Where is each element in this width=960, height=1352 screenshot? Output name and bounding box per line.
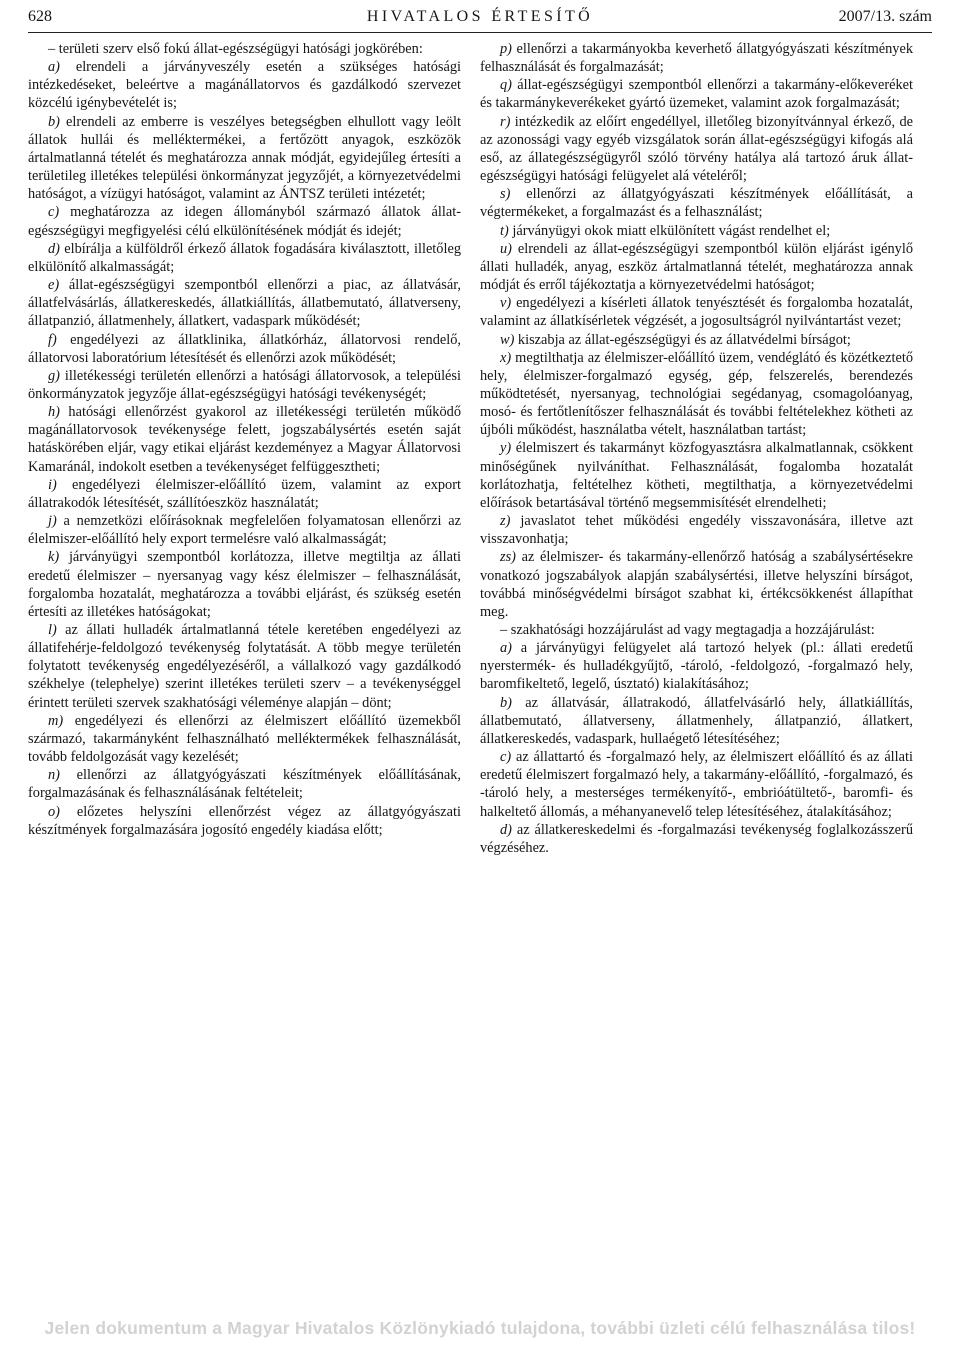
paragraph <box>480 40 913 76</box>
paragraph <box>28 621 461 712</box>
paragraph <box>28 476 461 512</box>
paragraph <box>28 276 461 330</box>
item-label: b) <box>48 113 60 130</box>
page-header <box>28 4 932 30</box>
page-number: 628 <box>28 8 52 25</box>
item-label: t) <box>500 222 509 239</box>
item-label: d) <box>48 240 60 257</box>
paragraph <box>480 76 913 112</box>
item-label: k) <box>48 549 60 566</box>
paragraph-text: elbírálja a külföldről érkező állatok fogadására kiválasztott, illetőleg elkülönítő alkalmasságát; <box>28 240 461 275</box>
item-label: s) <box>500 186 511 203</box>
paragraph-text: kiszabja az állat-egészségügyi és az állatvédelmi bírságot; <box>514 331 851 348</box>
paragraph <box>28 367 461 403</box>
item-label: a) <box>500 640 512 657</box>
paragraph-text: javaslatot tehet működési engedély visszavonására, illetve azt visszavonhatja; <box>480 513 913 548</box>
paragraph <box>28 803 461 839</box>
paragraph-text: az állati hulladék ártalmatlanná tétele keretében engedélyezi az állatifehérje-feldolgozó tevékenység folytatását. A több megye területén folytatott tevékenység engedélyezéséről, a vállalkozó vagy gazdálkodó székhelye (telephelye) szerint illetékes területi szerv – a tevékenységgel érintett területi szervek szakhatósági véleménye alapján – dönt; <box>28 622 461 711</box>
paragraph <box>28 113 461 204</box>
right-column <box>480 40 913 857</box>
paragraph <box>28 58 461 112</box>
paragraph <box>480 294 913 330</box>
item-label: c) <box>48 204 60 221</box>
item-label: g) <box>48 367 60 384</box>
issue-number: 2007/13. szám <box>838 8 932 25</box>
paragraph-text: ellenőrzi az állatgyógyászati készítmények előállításának, forgalmazásának és felhasználásának feltételeit; <box>28 767 461 802</box>
item-label: q) <box>500 77 512 94</box>
paragraph-text: az állatvásár, állatrakodó, állatfelvásárló hely, állatkiállítás, állatbemutató, állatverseny, állatmenhely, állatpanzió, állatkert, állatkereskedés, vadaspark, hullaégető létesítéséhez; <box>480 694 913 747</box>
item-label: n) <box>48 767 60 784</box>
paragraph-text: állat-egészségügyi szempontból ellenőrzi a takarmány-előkeveréket és takarmánykeverékeket gyártó üzemeket, valamint azok forgalmazását; <box>480 77 913 112</box>
item-label: o) <box>48 803 60 820</box>
paragraph <box>28 512 461 548</box>
paragraph <box>480 639 913 693</box>
paragraph-text: az állattartó és -forgalmazó hely, az élelmiszert előállító és az állati eredetű élelmiszert forgalmazó hely, a takarmány-előállító, -forgalmazó, és -tároló hely, a mesterséges termékenyítő-, embrióátültető-, baromfi- és halkeltető állomás, a méhanyanevelő telep létesítéséhez, átalakításához; <box>480 749 913 820</box>
item-label: v) <box>500 295 512 312</box>
item-label: f) <box>48 331 57 348</box>
paragraph <box>28 331 461 367</box>
paragraph-text: elrendeli a járványveszély esetén a szükséges hatósági intézkedéseket, beleértve a magánállatorvos és gazdálkodó szervezet közcélú igénybevételét is; <box>28 59 461 112</box>
item-label: e) <box>48 277 60 294</box>
paragraph <box>480 439 913 512</box>
paragraph-text: engedélyezi a kísérleti állatok tenyésztését és forgalomba hozatalát, valamint az állatkísérletek végzését, a jogosultságról nyilvántartást vezet; <box>480 295 913 330</box>
paragraph <box>480 185 913 221</box>
paragraph <box>28 403 461 476</box>
paragraph <box>28 40 461 58</box>
paragraph-text: élelmiszert és takarmányt közfogyasztásra alkalmatlannak, csökkent minőségűnek nyilváníthat. Felhasználását, fogalomba hozatalát korlátozhatja, feltételhez kötheti, megtilthatja, a környezetvédelmi előírások betartásával történő megsemmisítését elrendelheti; <box>480 440 913 511</box>
item-label: m) <box>48 712 64 729</box>
publication-title: HIVATALOS ÉRTESÍTŐ <box>366 8 594 25</box>
paragraph-text: – szakhatósági hozzájárulást ad vagy megtagadja a hozzájárulást: <box>500 622 875 638</box>
item-label: h) <box>48 404 60 421</box>
paragraph <box>28 203 461 239</box>
paragraph-text: elrendeli az állat-egészségügyi szempontból külön eljárást igénylő állati hulladék, anyag, eszköz ártalmatlanná tételét, meghatározza annak módját és erről tájékoztatja a környezetvédelmi hatóságot; <box>480 240 913 294</box>
item-label: j) <box>48 513 57 530</box>
paragraph-text: engedélyezi és ellenőrzi az élelmiszert előállító üzemekből származó, takarmányként felhasználható melléktermékek felhasználását, tovább feldolgozását vagy kezelését; <box>28 712 461 766</box>
item-label: d) <box>500 821 512 838</box>
paragraph <box>480 240 913 294</box>
paragraph <box>480 548 913 621</box>
item-label: x) <box>500 349 512 366</box>
paragraph-text: járványügyi okok miatt elkülönített vágást rendelhet el; <box>508 222 831 239</box>
paragraph <box>480 349 913 440</box>
paragraph-text: – területi szerv első fokú állat-egészségügyi hatósági jogkörében: <box>48 41 423 57</box>
paragraph-text: illetékességi területén ellenőrzi a hatósági állatorvosok, a települési önkormányzatok jegyzője állat-egészségügyi hatósági tevékenységét; <box>28 367 461 402</box>
paragraph <box>28 240 461 276</box>
paragraph-text: hatósági ellenőrzést gyakorol az illetékességi területén működő magánállatorvosok tevékenysége felett, jogszabálysértés esetén saját hatáskörében eljár, vagy etikai eljárást kezdeményez a Magyar Állatorvosi Kamaránál, indokolt esetben a tevékenységet felfüggesztheti; <box>28 404 461 475</box>
paragraph-text: meghatározza az idegen állományból származó állatok állat-egészségügyi megfigyelési célú elkülönítésének módját és idejét; <box>28 204 461 239</box>
paragraph-text: a járványügyi felügyelet alá tartozó helyek (pl.: állati eredetű nyerstermék- és hulladékgyűjtő, -tároló, -feldolgozó, -forgalmazó hely, baromfikeltető, legelő, úsztató) kialakításához; <box>480 640 913 693</box>
copyright-watermark: Jelen dokumentum a Magyar Hivatalos Közlönykiadó tulajdona, további üzleti célú felhasználása tilos! <box>44 1318 916 1338</box>
left-column <box>28 40 461 839</box>
item-label: y) <box>500 440 512 457</box>
item-label: b) <box>500 694 512 711</box>
paragraph-text: az állatkereskedelmi és -forgalmazási tevékenység foglalkozásszerű végzéséhez. <box>480 821 913 856</box>
item-label: w) <box>500 331 515 348</box>
item-label: i) <box>48 476 57 493</box>
paragraph-text: az élelmiszer- és takarmány-ellenőrző hatóság a szabálysértésekre vonatkozó jogszabályok alapján szabálysértési, illetve helyszíni bírságot, továbbá minőségvédelmi bírságot szabhat ki, értékcsökkenést állapíthat meg. <box>480 549 913 620</box>
paragraph-text: engedélyezi élelmiszer-előállító üzem, valamint az export állatrakodók létesítését, szállítóeszköz használatát; <box>28 476 461 511</box>
paragraph <box>480 331 913 349</box>
item-label: r) <box>500 113 511 130</box>
paragraph-text: előzetes helyszíni ellenőrzést végez az állatgyógyászati készítmények forgalmazására jogosító engedély kiadása előtt; <box>28 803 461 838</box>
paragraph <box>480 512 913 548</box>
paragraph <box>480 113 913 186</box>
item-label: p) <box>500 41 512 57</box>
paragraph-text: állat-egészségügyi szempontból ellenőrzi a piac, az állatvásár, állatfelvásárlás, állatkereskedés, állatkiállítás, állatbemutató, állatverseny, állatpanzió, állatmenhely, állatkert, vadaspark működését; <box>28 277 461 330</box>
paragraph-text: intézkedik az előírt engedéllyel, illetőleg bizonyítvánnyal érkező, de az azonossági vagy egyéb vizsgálatok során állat-egészségügyi kifogás alá eső, az állategészségügyről szóló törvény hatálya alá tartozó áruk állat-egészségügyi hatósági felügyelet alá vételéről; <box>480 113 913 185</box>
paragraph <box>28 712 461 766</box>
item-label: c) <box>500 749 512 766</box>
paragraph-text: megtilthatja az élelmiszer-előállító üzem, vendéglátó és közétkeztető hely, élelmiszer-forgalmazó egység, gép, felszerelés, berendezés működtetését, nyersanyag, technológiai segédanyag, csomagolóanyag, mosó- és fertőtlenítőszer felhasználását és további feltételekhez kötheti az újbóli működést, használatba vételt, használatban tartást; <box>480 349 913 439</box>
paragraph <box>480 821 913 857</box>
paragraph-text: járványügyi szempontból korlátozza, illetve megtiltja az állati eredetű élelmiszer – nyersanyag vagy kész élelmiszer – felhasználását, forgalomba hozatalát, meghatározza a további eljárást, és szükség esetén értesíti az illetékes hatóságokat; <box>28 549 461 620</box>
paragraph <box>28 548 461 621</box>
paragraph <box>480 694 913 748</box>
item-label: a) <box>48 59 60 76</box>
paragraph <box>480 222 913 240</box>
header-rule <box>28 32 932 33</box>
paragraph <box>480 748 913 821</box>
paragraph-text: ellenőrzi az állatgyógyászati készítmények előállítását, a végtermékeket, a forgalmazást és a felhasználást; <box>480 186 913 221</box>
paragraph-text: a nemzetközi előírásoknak megfelelően folyamatosan ellenőrzi az élelmiszer-előállító hely export termelésre való alkalmasságát; <box>28 513 461 548</box>
item-label: l) <box>48 622 57 638</box>
paragraph-text: engedélyezi az állatklinika, állatkórház, állatorvosi rendelő, állatorvosi laboratórium létesítését és ellenőrzi azok működését; <box>28 331 461 366</box>
item-label: z) <box>500 513 511 530</box>
paragraph <box>480 621 913 639</box>
item-label: u) <box>500 240 512 257</box>
paragraph-text: elrendeli az emberre is veszélyes betegségben elhullott vagy leölt állatok hullái és melléktermékei, a fertőzött anyagok, eszközök ártalmatlanná tételét és meghatározza annak módját, egyidejűleg értesíti a területileg illetékes települési önkormányzat jegyzőjét, a környezetvédelmi hatóságot, a vízügyi hatóságot, valamint az ÁNTSZ területi intézetét; <box>28 113 461 203</box>
item-label: zs) <box>500 549 516 566</box>
paragraph-text: ellenőrzi a takarmányokba keverhető állatgyógyászati készítmények felhasználását és forgalmazását; <box>480 41 913 76</box>
paragraph <box>28 766 461 802</box>
